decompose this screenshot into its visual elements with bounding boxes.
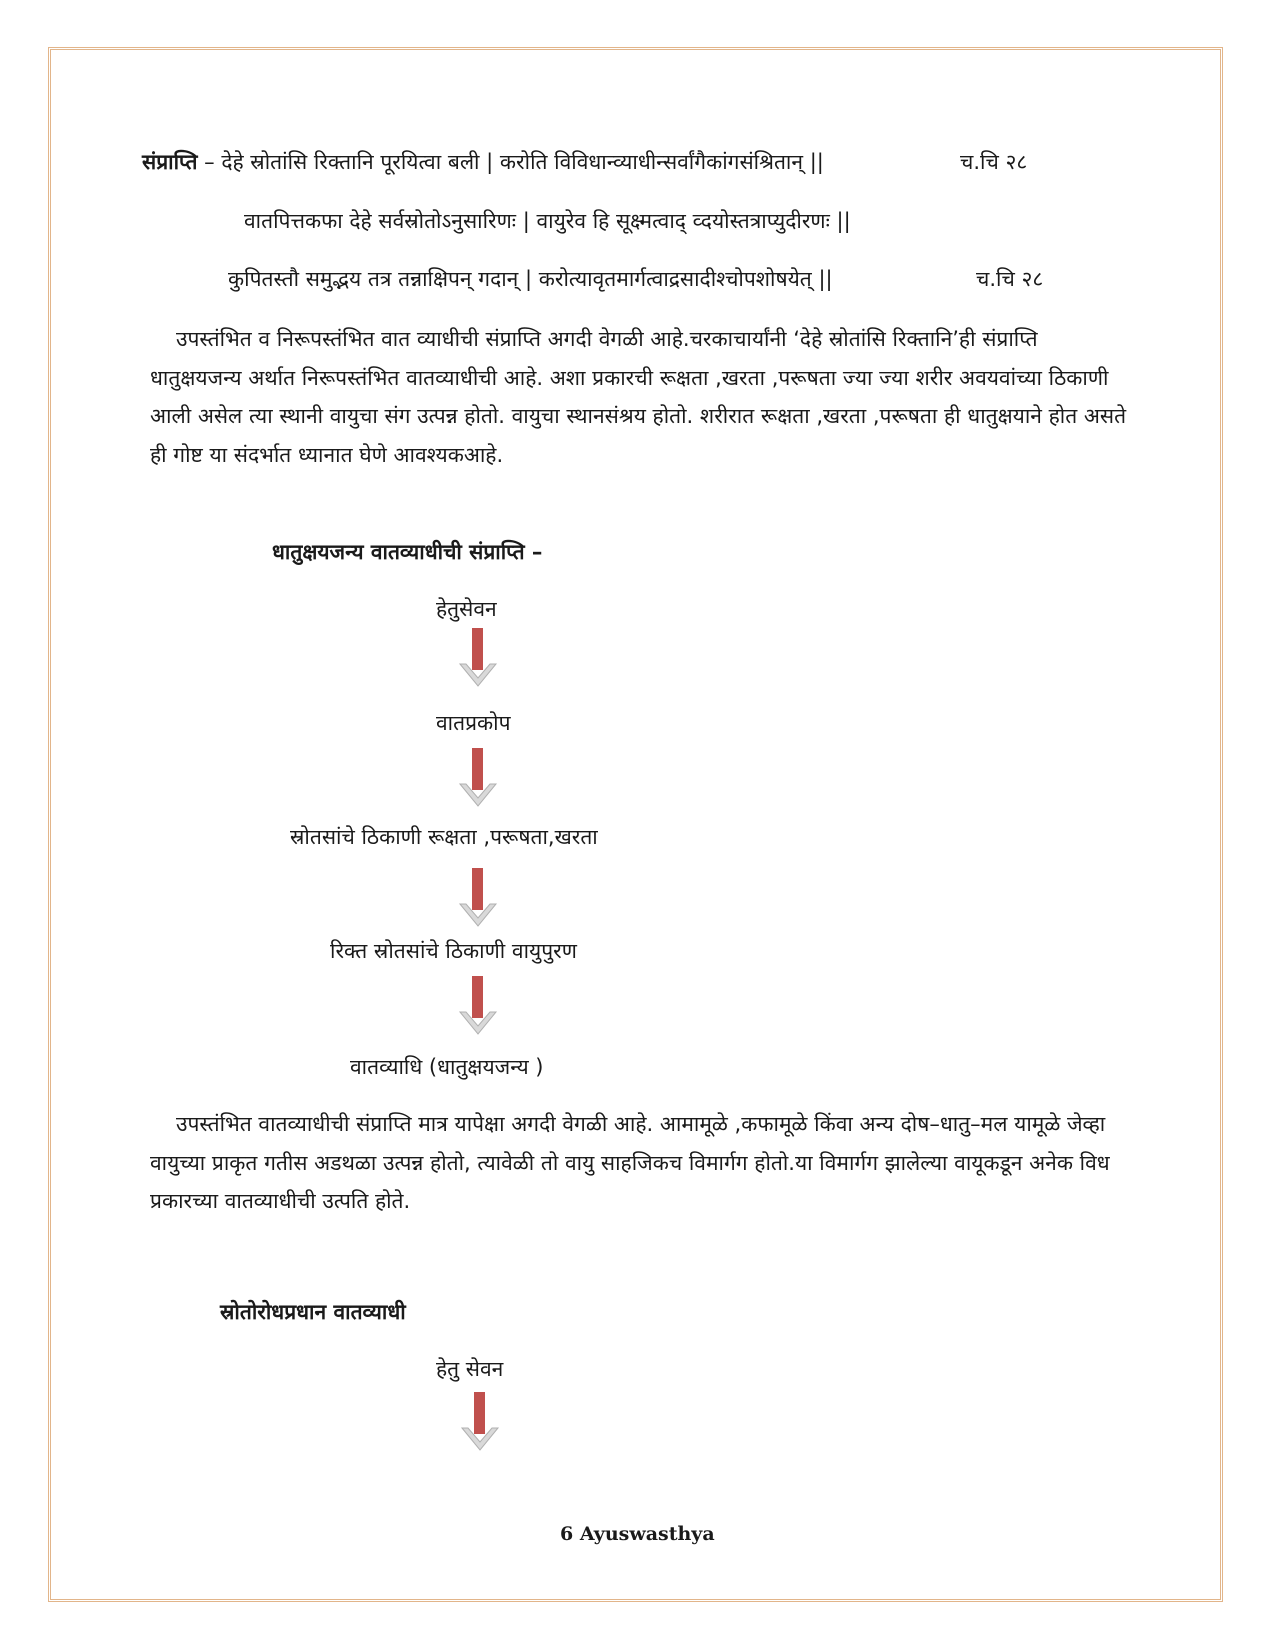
flow-2-step-1: हेतु सेवन: [436, 1357, 504, 1381]
flow-step-3: स्रोतसांचे ठिकाणी रूक्षता ,परूषता,खरता: [290, 825, 598, 849]
page-footer: 6 Ayuswasthya: [560, 1523, 715, 1545]
verse-line-1-ref: च.चि २८: [960, 150, 1028, 174]
verse-line-3: कुपितस्तौ समुद्भय तत्र तन्नाक्षिपन् गदान् | करोत्यावृतमार्गत्वाद्रसादीश्चोपशोषयेत् ||: [228, 267, 833, 291]
section-1-heading: धातुक्षयजन्य वातव्याधीची संप्राप्ति –: [272, 540, 543, 564]
samprapti-term: संप्राप्ति: [142, 150, 198, 174]
down-arrow-icon: [452, 1388, 508, 1458]
flow-step-2: वातप्रकोप: [436, 711, 511, 735]
down-arrow-icon: [450, 864, 506, 934]
verse-line-3-ref: च.चि २८: [976, 267, 1044, 291]
paragraph-2: [150, 1105, 1130, 1221]
down-arrow-icon: [450, 972, 506, 1042]
paragraph-1-text: उपस्तंभित व निरूपस्तंभित वात व्याधीची संप्राप्ति अगदी वेगळी आहे.चरकाचार्यांनी ‘देहे स्रोतांसि रिक्तानि’ही संप्राप्ति धातुक्षयजन्य अर्थात निरूपस्तंभित वातव्याधीची आहे. अशा प्रकारची रूक्षता ,खरता ,परूषता ज्या ज्या शरीर अवयवांच्या ठिकाणी आली असेल त्या स्थानी वायुचा संग उत्पन्न होतो. वायुचा स्थानसंश्रय होतो. शरीरात रूक्षता ,खरता ,परूषता ही धातुक्षयाने होत असते ही गोष्ट या संदर्भात ध्यानात घेणे आवश्यकआहे.: [150, 327, 1127, 467]
verse-line-1: [142, 147, 824, 177]
down-arrow-icon: [450, 624, 506, 694]
verse-line-2: वातपित्तकफा देहे सर्वस्रोतोऽनुसारिणः | वायुरेव हि सूक्ष्मत्वाद् व्दयोस्तत्राप्युदीरणः ||: [244, 209, 851, 233]
verse-line-1-text: – देहे स्रोतांसि रिक्तानि पूरयित्वा बली | करोति विविधान्व्याधीन्सर्वांगैकांगसंश्रितान् ||: [204, 150, 824, 174]
flow-step-5: वातव्याधि (धातुक्षयजन्य ): [350, 1055, 544, 1079]
section-2-heading: स्रोतोरोधप्रधान वातव्याधी: [220, 1300, 406, 1324]
paragraph-2-text: उपस्तंभित वातव्याधीची संप्राप्ति मात्र यापेक्षा अगदी वेगळी आहे. आमामूळे ,कफामूळे किंवा अन्य दोष–धातु–मल यामूळे जेव्हा वायुच्या प्राकृत गतीस अडथळा उत्पन्न होतो, त्यावेळी तो वायु साहजिकच विमार्गग होतो.या विमार्गग झालेल्या वायूकडून अनेक विध प्रकारच्या वातव्याधीची उत्पति होते.: [150, 1112, 1110, 1213]
down-arrow-icon: [450, 744, 506, 814]
paragraph-1: [150, 320, 1130, 474]
flow-step-4: रिक्त स्रोतसांचे ठिकाणी वायुपुरण: [330, 939, 577, 963]
flow-step-1: हेतुसेवन: [436, 597, 497, 621]
